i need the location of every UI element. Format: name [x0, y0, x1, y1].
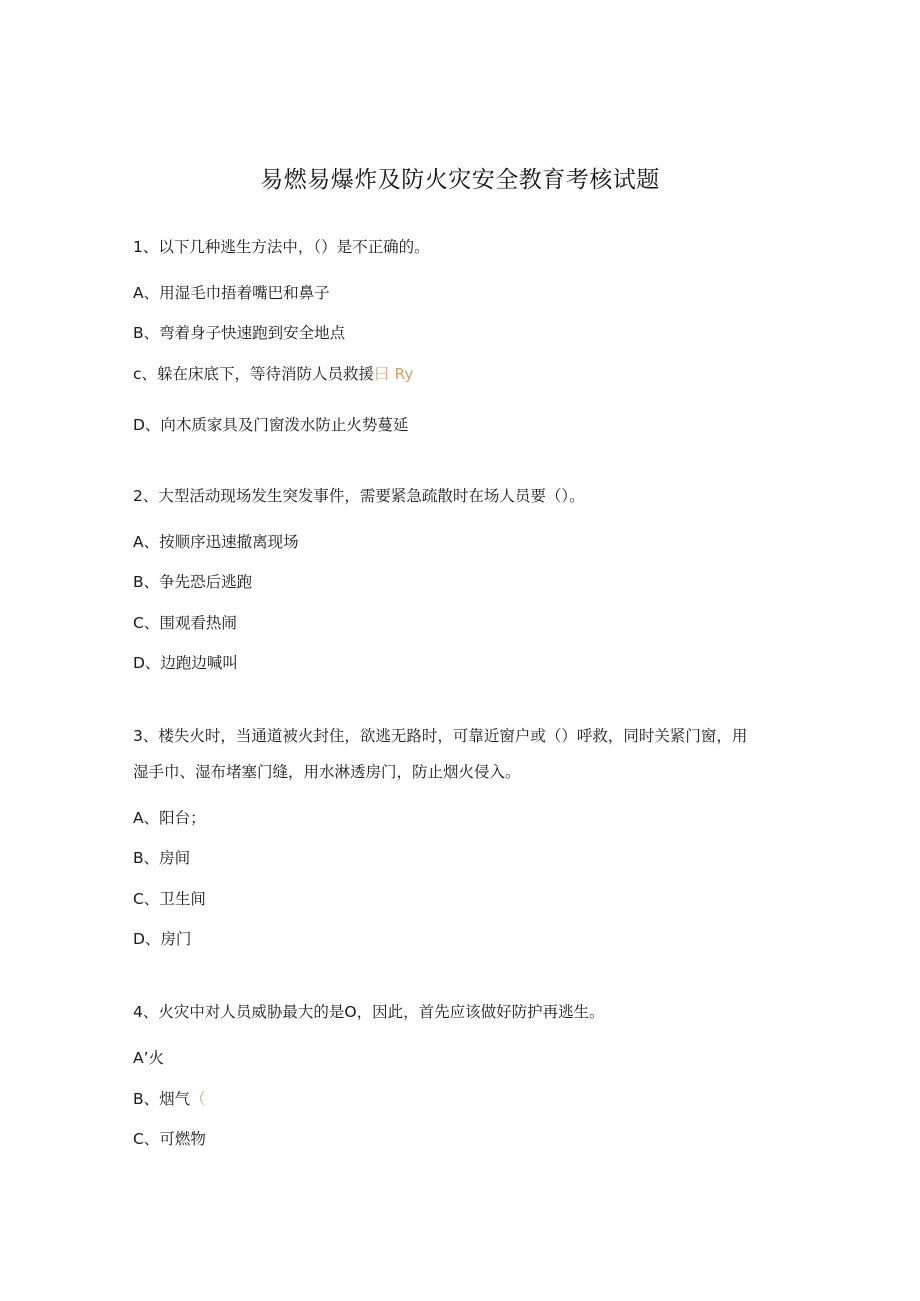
option-text: B、争先恐后逃跑 — [133, 573, 253, 591]
question-4-stem: 4、火灾中对人员威胁最大的是O，因此，首先应该做好防护再逃生。 — [133, 1003, 605, 1021]
option-text: c、躲在床底下，等待消防人员救援 — [133, 365, 375, 383]
stray-mark: 曰 Ry — [374, 365, 414, 383]
option-text: B、烟气 — [133, 1090, 191, 1108]
question-4-option-c — [133, 1129, 206, 1149]
question-3-option-a — [133, 808, 206, 828]
question-3-stem: 3、楼失火时，当通道被火封住，欲逃无路时，可靠近窗户或（）呼救，同时关紧门窗，用湿手巾、湿布堵塞门缝，用水淋透房门，防止烟火侵入。 — [133, 727, 748, 781]
option-text: B、房间 — [133, 849, 191, 867]
question-2-option-c — [133, 613, 237, 633]
page-title: 易燃易爆炸及防火灾安全教育考核试题 — [260, 167, 660, 193]
option-text: A’火 — [133, 1049, 165, 1067]
question-4-option-b — [133, 1089, 206, 1109]
question-2-option-b — [133, 572, 252, 592]
question-1-stem: 1、以下几种逃生方法中，（）是不正确的。 — [133, 238, 430, 256]
option-text: B、弯着身子快速跑到安全地点 — [133, 324, 346, 342]
question-2-stem: 2、大型活动现场发生突发事件，需要紧急疏散时在场人员要（）。 — [133, 487, 585, 505]
stray-mark: （ — [190, 1090, 206, 1108]
option-text: A、按顺序迅速撤离现场 — [133, 533, 299, 551]
option-text: C、围观看热闹 — [133, 614, 237, 632]
question-1-option-b — [133, 323, 345, 343]
question-3-option-c — [133, 889, 206, 909]
question-1-option-a — [133, 283, 330, 303]
question-3-option-d — [133, 929, 191, 949]
question-1-option-d — [133, 415, 408, 435]
option-text: D、边跑边喊叫 — [133, 654, 238, 672]
question-1-option-c — [133, 364, 414, 384]
option-text: D、向木质家具及门窗泼水防止火势蔓延 — [133, 416, 409, 434]
question-4-option-a — [133, 1048, 164, 1068]
question-3-option-b — [133, 848, 190, 868]
option-text: A、用湿毛巾捂着嘴巴和鼻子 — [133, 284, 330, 302]
option-text: C、可燃物 — [133, 1130, 206, 1148]
option-text: C、卫生间 — [133, 890, 206, 908]
option-text: A、阳台； — [133, 809, 206, 827]
option-text: D、房门 — [133, 930, 192, 948]
question-2-option-d — [133, 653, 238, 673]
question-2-option-a — [133, 532, 299, 552]
